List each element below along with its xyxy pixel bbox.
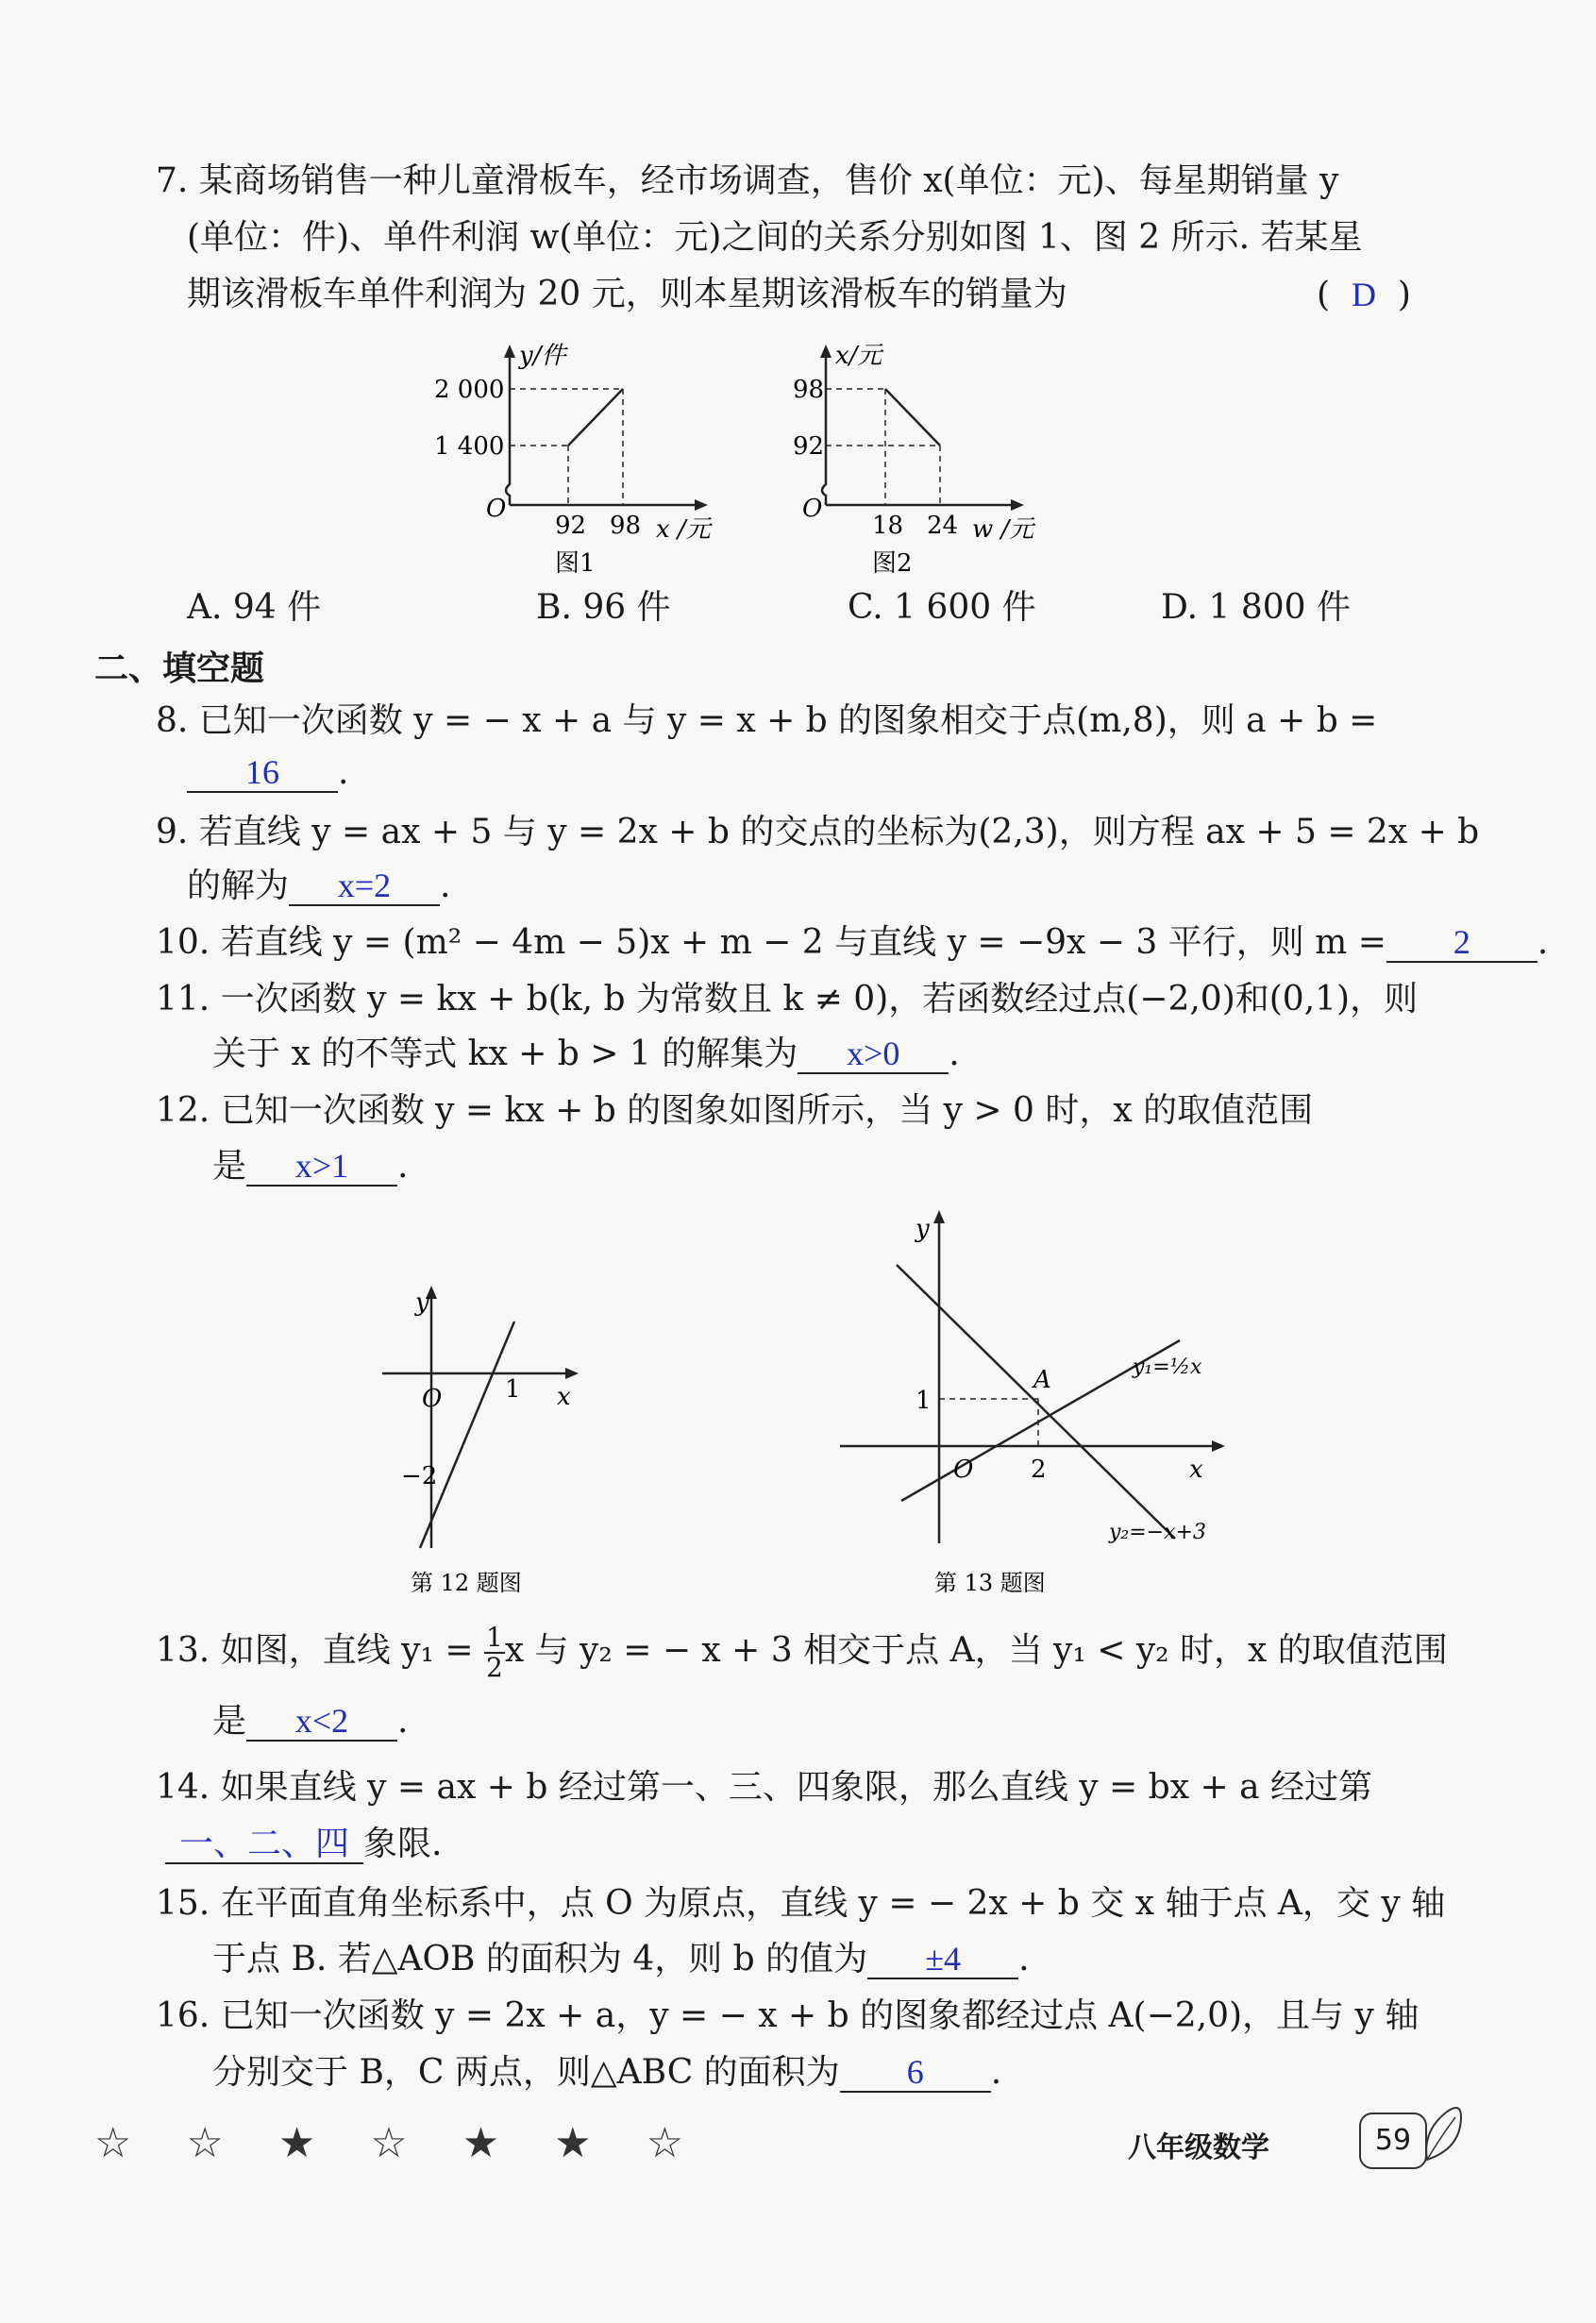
fig13-origin: O (953, 1456, 974, 1484)
fig2-graph-line (885, 389, 940, 446)
q11-answer: x>0 (798, 1035, 949, 1074)
fig1-y-axis (506, 354, 510, 505)
fig2-ytick-1: 98 (793, 376, 825, 404)
q11-line2: 关于 x 的不等式 kx + b > 1 的解集为 x>0 . (212, 1035, 960, 1073)
fig2-caption: 图2 (872, 549, 913, 578)
fig1-ytick-1: 2 000 (434, 376, 505, 404)
q15-answer: ±4 (867, 1940, 1018, 1979)
fig2-ylabel: x/元 (835, 342, 882, 370)
fig12-ytick: −2 (401, 1462, 438, 1490)
fig1-graph-line (568, 389, 623, 446)
q8-line2: 16 . (187, 750, 348, 796)
q7-figure2 (746, 335, 1067, 581)
q7-line1: 7. 某商场销售一种儿童滑板车，经市场调查，售价 x(单位：元)、每星期销量 y (156, 161, 1339, 200)
fig2-origin: O (802, 495, 823, 523)
fig2-ytick-2: 92 (793, 432, 825, 461)
fig12-origin: O (422, 1385, 443, 1413)
fig13-xtick: 2 (1031, 1456, 1047, 1484)
q10-line: 10. 若直线 y = (m² − 4m − 5)x + m − 2 与直线 y = −9x − 3 平行，则 m = 2 . (156, 923, 1549, 962)
fig2-xlabel: w /元 (972, 515, 1034, 544)
q16-answer: 6 (840, 2053, 991, 2093)
fig1-x-arrow (695, 499, 708, 511)
fig2-xtick-1: 18 (872, 512, 904, 540)
q9-line2: 的解为 x=2 . (187, 867, 451, 905)
fig1-xtick-1: 92 (555, 512, 587, 540)
q12-line2: 是 x>1 . (212, 1147, 409, 1186)
footer-book-title: 八年级数学 (1128, 2131, 1269, 2164)
fig1-xtick-2: 98 (610, 512, 642, 540)
q15-line2: 于点 B. 若△AOB 的面积为 4，则 b 的值为 ±4 . (212, 1940, 1030, 1978)
fig12-caption: 第 12 题图 (411, 1570, 522, 1596)
q7-option-c: C. 1 600 件 (848, 588, 1036, 627)
fig1-ylabel: y/件 (519, 342, 566, 370)
q12-graph-line (420, 1321, 514, 1548)
q7-option-d: D. 1 800 件 (1161, 588, 1351, 627)
fig1-origin: O (486, 495, 507, 523)
fig1-ytick-2: 1 400 (434, 432, 505, 461)
fig13-xlabel: x (1189, 1456, 1203, 1484)
q7-line3: 期该滑板车单件利润为 20 元，则本星期该滑板车的销量为 (187, 275, 1067, 313)
q13-figure (821, 1199, 1246, 1605)
q16-line1: 16. 已知一次函数 y = 2x + a，y = − x + b 的图象都经过点 A(−2,0)，且与 y 轴 (156, 1996, 1420, 2035)
fig1-caption: 图1 (555, 549, 596, 578)
q13-line2: 是 x<2 . (212, 1702, 409, 1741)
q8-line1: 8. 已知一次函数 y = − x + a 与 y = x + b 的图象相交于点(m,8)，则 a + b = (156, 701, 1378, 740)
fig13-ylabel: y (916, 1215, 930, 1243)
fig1-y-arrow (504, 345, 515, 358)
q15-line1: 15. 在平面直角坐标系中，点 O 为原点，直线 y = − 2x + b 交 x 轴于点 A，交 y 轴 (156, 1884, 1446, 1923)
q14-answer: 一、二、四 (165, 1825, 363, 1864)
q7-line2: (单位：件)、单件利润 w(单位：元)之间的关系分别如图 1、图 2 所示. 若某星 (187, 218, 1363, 257)
q10-answer: 2 (1386, 923, 1537, 963)
fig1-xlabel: x /元 (656, 515, 711, 544)
q16-line2: 分别交于 B，C 两点，则△ABC 的面积为 6 . (212, 2053, 1002, 2092)
q12-figure (373, 1265, 618, 1605)
q14-line1: 14. 如果直线 y = ax + b 经过第一、三、四象限，那么直线 y = bx + a 经过第 (156, 1768, 1372, 1807)
q7-answer: D (1351, 276, 1376, 313)
q9-answer: x=2 (289, 867, 440, 906)
q9-line1: 9. 若直线 y = ax + 5 与 y = 2x + b 的交点的坐标为(2,3)，则方程 ax + 5 = 2x + b (156, 813, 1480, 851)
fig13-ytick: 1 (916, 1387, 932, 1415)
q12-line1: 12. 已知一次函数 y = kx + b 的图象如图所示，当 y > 0 时，x 的取值范围 (156, 1091, 1314, 1130)
section-title: 二、填空题 (94, 649, 265, 688)
fig13-caption: 第 13 题图 (934, 1570, 1046, 1596)
leaf-decoration-icon (1418, 2094, 1474, 2169)
fig12-xlabel: x (557, 1383, 571, 1411)
fig13-line2-label: y₂=−x+3 (1109, 1521, 1206, 1544)
fig13-point-a: A (1033, 1366, 1051, 1394)
fig13-line1-label: y₁=½x (1133, 1355, 1202, 1379)
q7-figure1 (415, 335, 736, 581)
q12-answer: x>1 (246, 1147, 397, 1187)
q14-line2: 一、二、四 象限. (165, 1822, 442, 1867)
q7-option-b: B. 96 件 (536, 588, 671, 627)
fig12-xtick: 1 (505, 1375, 521, 1404)
page-number: 59 (1359, 2113, 1427, 2169)
q8-answer: 16 (187, 753, 338, 793)
q7-option-a: A. 94 件 (187, 588, 322, 627)
q7-answer-bracket: ( D ) (1317, 276, 1411, 314)
q11-line1: 11. 一次函数 y = kx + b(k, b 为常数且 k ≠ 0)，若函数经过点(−2,0)和(0,1)，则 (156, 980, 1419, 1018)
fig12-ylabel: y (415, 1288, 429, 1317)
q13-fraction: $\frac{1}{2}$ (485, 1622, 503, 1683)
q13-answer: x<2 (246, 1702, 397, 1742)
footer-stars: ☆ ☆ ★ ☆ ★ ★ ☆ (94, 2119, 705, 2167)
q13-line1: 13. 如图，直线 y₁ = $\frac{1}{2}$ x 与 y₂ = − x + 3 相交于点 A，当 y₁ < y₂ 时，x 的取值范围 (156, 1622, 1448, 1683)
fig2-xtick-2: 24 (927, 512, 959, 540)
